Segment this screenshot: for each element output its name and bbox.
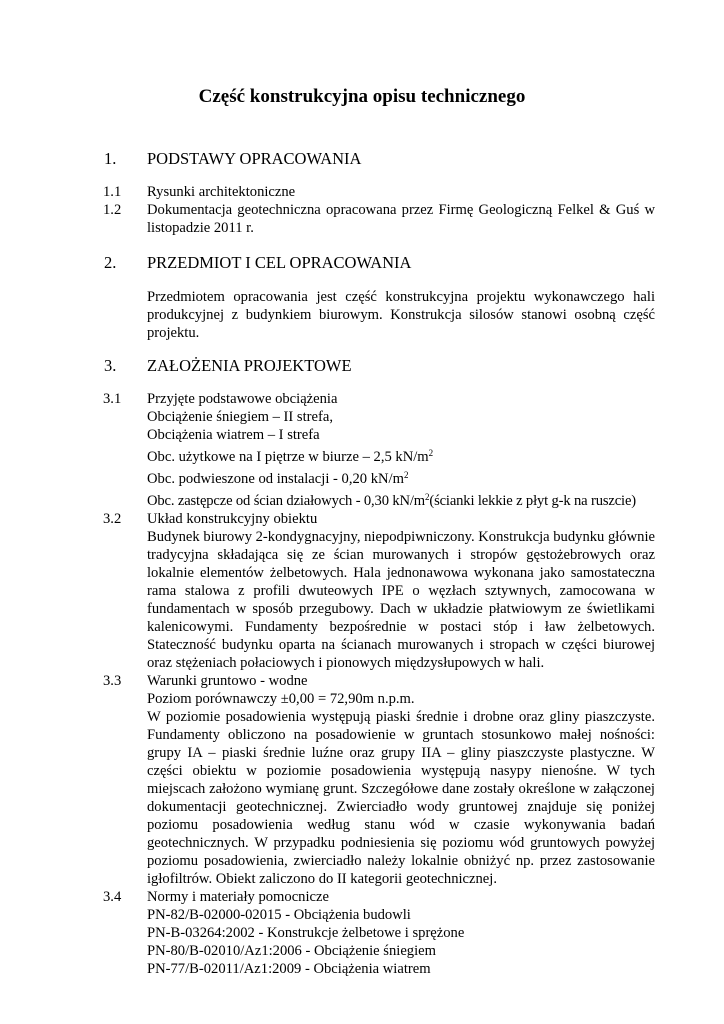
item-number: 1.2 <box>103 202 122 218</box>
section-number: 1. <box>104 149 117 168</box>
load-live-text: Obc. użytkowe na I piętrze w biurze – 2,5 kN/m <box>147 449 429 465</box>
item-text: Dokumentacja geotechniczna opracowana przez Firmę Geologiczną Felkel & Guś w listopadzie 2011 r. <box>147 202 655 236</box>
section-title: PRZEDMIOT I CEL OPRACOWANIA <box>147 253 412 272</box>
load-wind: Obciążenia wiatrem – I strefa <box>147 427 320 443</box>
list-item <box>103 183 655 201</box>
item-heading: Warunki gruntowo - wodne <box>147 673 308 689</box>
superscript: 2 <box>403 470 409 480</box>
load-installations-text: Obc. podwieszone od instalacji - 0,20 kN/m <box>147 471 404 487</box>
item-body <box>147 510 655 672</box>
section-title: PODSTAWY OPRACOWANIA <box>147 149 362 168</box>
superscript: 2 <box>425 492 430 502</box>
section-number: 3. <box>104 356 117 375</box>
item-number: 3.2 <box>103 511 122 527</box>
item-number: 3.1 <box>103 391 122 407</box>
superscript: 2 <box>428 448 434 458</box>
list-item <box>103 201 655 237</box>
item-body <box>147 672 655 888</box>
geotechnical-category: Obiekt zaliczono do II kategorii geotechnicznej. <box>212 871 497 887</box>
item-heading: Normy i materiały pomocnicze <box>147 889 329 905</box>
norm-entry: PN-B-03264:2002 - Konstrukcje żelbetowe i sprężone <box>147 925 465 941</box>
section-title: ZAŁOŻENIA PROJEKTOWE <box>147 356 352 375</box>
load-partitions-note: (ścianki lekkie z płyt g-k na ruszcie) <box>429 493 636 509</box>
norm-entry: PN-82/B-02000-02015 - Obciążenia budowli <box>147 907 411 923</box>
item-text: Rysunki architektoniczne <box>147 184 296 200</box>
item-heading: Przyjęte podstawowe obciążenia <box>147 391 338 407</box>
norm-entry: PN-80/B-02010/Az1:2006 - Obciążenie śniegiem <box>147 943 436 959</box>
load-snow: Obciążenie śniegiem – II strefa, <box>147 409 333 425</box>
list-item <box>103 888 655 978</box>
item-number: 3.4 <box>103 889 122 905</box>
section-1-items <box>103 183 655 237</box>
item-text: Budynek biurowy 2-kondygnacyjny, niepodpiwniczony. Konstrukcja budynku głównie tradycyjna składająca się ze ścian murowanych i stropów gęstożebrowych oraz lokalnie elementów żelbetowych. Hala jednonawowa wykonana jako samostateczna rama stalowa z profili dwuteowych IPE o węzłach sztywnych, zamocowana w fundamentach w sposób przegubowy. Dach w układzie płatwiowym ze świetlikami kalenicowymi. Fundamenty bezpośrednie w postaci stóp i ław żelbetowych. Stateczność budynku oparta na ścianach murowanych i stropach w części biurowej oraz stężeniach połaciowych i pionowych międzysłupowych w hali. <box>147 529 655 671</box>
document-title: Część konstrukcyjna opisu technicznego <box>198 86 526 107</box>
paragraph: Przedmiotem opracowania jest część konstrukcyjna projektu wykonawczego hali produkcyjnej z budynkiem biurowym. Konstrukcja silosów stanowi osobną część projektu. <box>147 289 655 341</box>
section-2-body <box>103 288 655 342</box>
section-3-items <box>103 390 655 978</box>
list-item <box>103 672 655 888</box>
item-text <box>147 708 655 888</box>
load-partitions-text: Obc. zastępcze od ścian działowych - 0,30 kN/m <box>147 493 425 509</box>
reference-level: Poziom porównawczy ±0,00 = 72,90m n.p.m. <box>147 691 415 707</box>
section-number: 2. <box>104 253 117 272</box>
item-number: 3.3 <box>103 673 122 689</box>
item-heading: Układ konstrukcyjny obiektu <box>147 511 318 527</box>
norm-entry: PN-77/B-02011/Az1:2009 - Obciążenia wiatrem <box>147 961 431 977</box>
item-body <box>147 888 655 978</box>
item-body <box>147 390 655 510</box>
list-item <box>103 390 655 510</box>
item-number: 1.1 <box>103 184 122 200</box>
load-live <box>147 444 655 466</box>
soil-description: W poziomie posadowienia występują piaski średnie i drobne oraz gliny piaszczyste. Fundamenty obliczono na posadowienie w gruntach stosunkowo małej nośności: grupy IA – piaski średnie luźne oraz grupy IIA – gliny piaszczyste plastyczne. W części obiektu w poziomie posadowienia występują nasypy nienośne. W tych miejscach założono wymianę grunt. Szczegółowe dane zostały określone w załączonej dokumentacji geotechnicznej. Zwierciadło wody gruntowej znajduje się poniżej poziomu posadowienia według stanu wód w czasie wykonywania badań geotechnicznych. W przypadku podniesienia się poziomu wód gruntowych powyżej poziomu posadowienia, zwierciadło należy lokalnie obniżyć np. przez zastosowanie igłofiltrów. <box>147 709 655 887</box>
load-installations <box>147 466 655 488</box>
list-item <box>103 510 655 672</box>
load-partitions <box>147 488 655 510</box>
